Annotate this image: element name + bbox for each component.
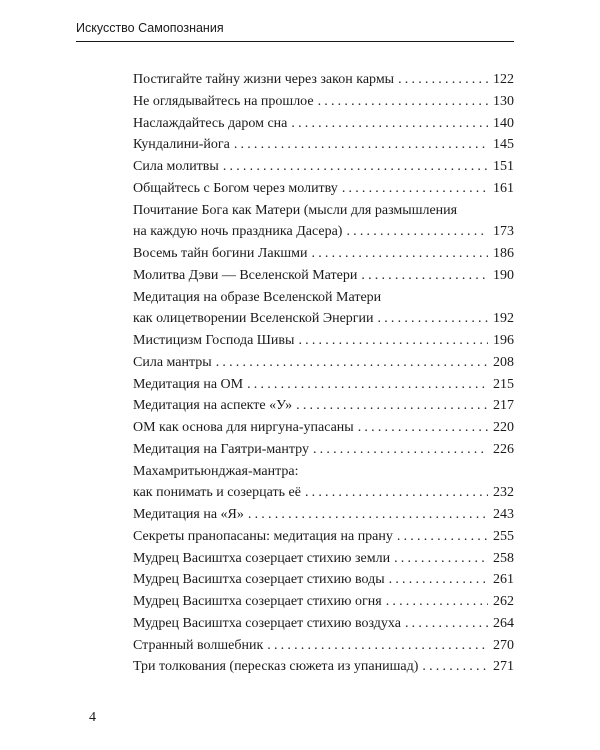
toc-entry: [133, 243, 514, 265]
toc-entry-title: Молитва Дэви — Вселенской Матери: [133, 267, 358, 283]
toc-dot-leader: [361, 265, 488, 287]
toc-dot-leader: [397, 526, 488, 548]
toc-entry: [133, 221, 514, 243]
toc-entry-title: Постигайте тайну жизни через закон кармы: [133, 72, 395, 87]
toc-entry: [133, 482, 514, 504]
toc-entry-title: Мудрец Васиштха созерцает стихию огня: [133, 594, 382, 609]
toc-entry-page: 192: [493, 311, 514, 327]
toc-entry: [133, 308, 514, 330]
toc-entry-page: 217: [493, 398, 514, 414]
toc-entry-page: 186: [493, 246, 514, 261]
running-header: Искусство Самопознания: [76, 21, 224, 35]
toc-entry: [133, 113, 514, 135]
toc-dot-leader: [346, 221, 488, 243]
toc-entry-page: 145: [493, 137, 514, 153]
toc-entry-page: 130: [493, 93, 514, 109]
toc-entry-title: Мудрец Васиштха созерцает стихию воды: [133, 572, 385, 588]
toc-entry: [133, 635, 514, 657]
toc-dot-leader: [267, 635, 488, 657]
toc-entry-title: Почитание Бога как Матери (мысли для размышления: [133, 202, 458, 218]
toc-entry: [133, 526, 514, 548]
toc-entry-title: Сила мантры: [133, 354, 212, 370]
toc-dot-leader: [291, 113, 488, 135]
toc-entry-page: 161: [493, 180, 514, 196]
toc-entry-title: Сила молитвы: [133, 159, 219, 174]
toc-dot-leader: [422, 656, 488, 678]
toc-entry-page: 264: [493, 615, 514, 631]
toc-entry-title: Кундалини-йога: [133, 137, 230, 153]
toc-entry-title: Медитация на ОМ: [133, 376, 244, 392]
toc-entry: [133, 548, 514, 570]
toc-entry: [133, 265, 514, 287]
toc-entry: [133, 591, 514, 613]
toc-entry: [133, 69, 514, 91]
toc-entry-title: Восемь тайн богини Лакшми: [133, 246, 308, 261]
toc-entry-title: Мудрец Васиштха созерцает стихию земли: [133, 550, 391, 566]
toc-entry-title: как понимать и созерцать её: [133, 485, 301, 501]
toc-entry-page: 220: [493, 420, 514, 435]
toc-entry: [133, 569, 514, 591]
toc-entry-title: Мудрец Васиштха созерцает стихию воздуха: [133, 615, 401, 631]
toc-entry-page: 190: [493, 267, 514, 283]
toc-dot-leader: [312, 243, 488, 265]
toc-entry-title: как олицетворении Вселенской Энергии: [133, 311, 374, 327]
toc-entry: [133, 613, 514, 635]
toc-entry-page: 226: [493, 441, 514, 457]
page-number: 4: [89, 710, 96, 725]
toc-entry-title: Мистицизм Господа Шивы: [133, 333, 295, 348]
toc-dot-leader: [358, 417, 488, 439]
toc-dot-leader: [216, 352, 488, 374]
toc-entry: [133, 134, 514, 156]
toc-entry-page: 258: [493, 550, 514, 566]
toc-entry-page: 255: [493, 528, 514, 544]
toc-entry-title: Не оглядывайтесь на прошлое: [133, 93, 314, 109]
toc-entry: [133, 374, 514, 396]
toc-dot-leader: [378, 308, 488, 330]
toc-dot-leader: [298, 330, 488, 352]
toc-dot-leader: [247, 374, 488, 396]
toc-entry: [133, 287, 514, 309]
toc-entry: [133, 417, 514, 439]
toc-entry: [133, 91, 514, 113]
toc-dot-leader: [248, 504, 488, 526]
toc-entry-title: Наслаждайтесь даром сна: [133, 115, 288, 131]
toc-entry-title: Общайтесь с Богом через молитву: [133, 180, 338, 196]
toc-entry-page: 243: [493, 507, 514, 522]
toc-dot-leader: [318, 91, 488, 113]
toc-entry-page: 262: [493, 594, 514, 609]
toc-entry-page: 270: [493, 637, 514, 653]
toc-dot-leader: [405, 613, 488, 635]
toc-entry-title: Медитация на Гаятри-мантру: [133, 441, 309, 457]
toc-entry-page: 271: [493, 659, 514, 675]
toc-entry-page: 151: [493, 159, 514, 174]
toc-dot-leader: [389, 569, 488, 591]
toc-entry-title: Три толкования (пересказ сюжета из упанишад): [133, 659, 419, 675]
toc-entry-page: 173: [493, 224, 514, 240]
toc-entry-page: 208: [493, 354, 514, 370]
toc-entry-page: 140: [493, 115, 514, 131]
toc-entry-page: 261: [493, 572, 514, 588]
toc-entry-page: 196: [493, 333, 514, 348]
toc-dot-leader: [223, 156, 488, 178]
toc-entry-page: 122: [493, 72, 514, 87]
toc-dot-leader: [342, 178, 488, 200]
toc-entry: [133, 330, 514, 352]
toc-dot-leader: [394, 548, 488, 570]
toc-dot-leader: [296, 395, 488, 417]
toc-entry-title: на каждую ночь праздника Дасера): [133, 224, 343, 240]
toc-entry-title: Странный волшебник: [133, 637, 264, 653]
toc-dot-leader: [305, 482, 488, 504]
toc-entry: [133, 656, 514, 678]
toc-entry: [133, 461, 514, 483]
toc-entry: [133, 504, 514, 526]
toc-entry-title: ОМ как основа для ниргуна-упасаны: [133, 420, 354, 435]
toc-entry: [133, 439, 514, 461]
toc-entry-page: 232: [493, 485, 514, 501]
header-rule: [76, 41, 514, 42]
toc-entry: [133, 200, 514, 222]
toc-entry: [133, 352, 514, 374]
toc-entry-title: Медитация на образе Вселенской Матери: [133, 289, 382, 305]
toc-dot-leader: [313, 439, 488, 461]
toc-entry: [133, 156, 514, 178]
toc-entry-title: Медитация на «Я»: [133, 507, 244, 522]
toc-dot-leader: [398, 69, 488, 91]
toc-entry: [133, 178, 514, 200]
toc-entry-title: Медитация на аспекте «У»: [133, 398, 293, 414]
table-of-contents: [133, 69, 514, 678]
toc-entry-page: 215: [493, 376, 514, 392]
toc-entry-title: Секреты пранопасаны: медитация на прану: [133, 528, 393, 544]
toc-dot-leader: [386, 591, 488, 613]
toc-entry: [133, 395, 514, 417]
toc-dot-leader: [234, 134, 488, 156]
toc-entry-title: Махамритьюнджая-мантра:: [133, 463, 299, 479]
